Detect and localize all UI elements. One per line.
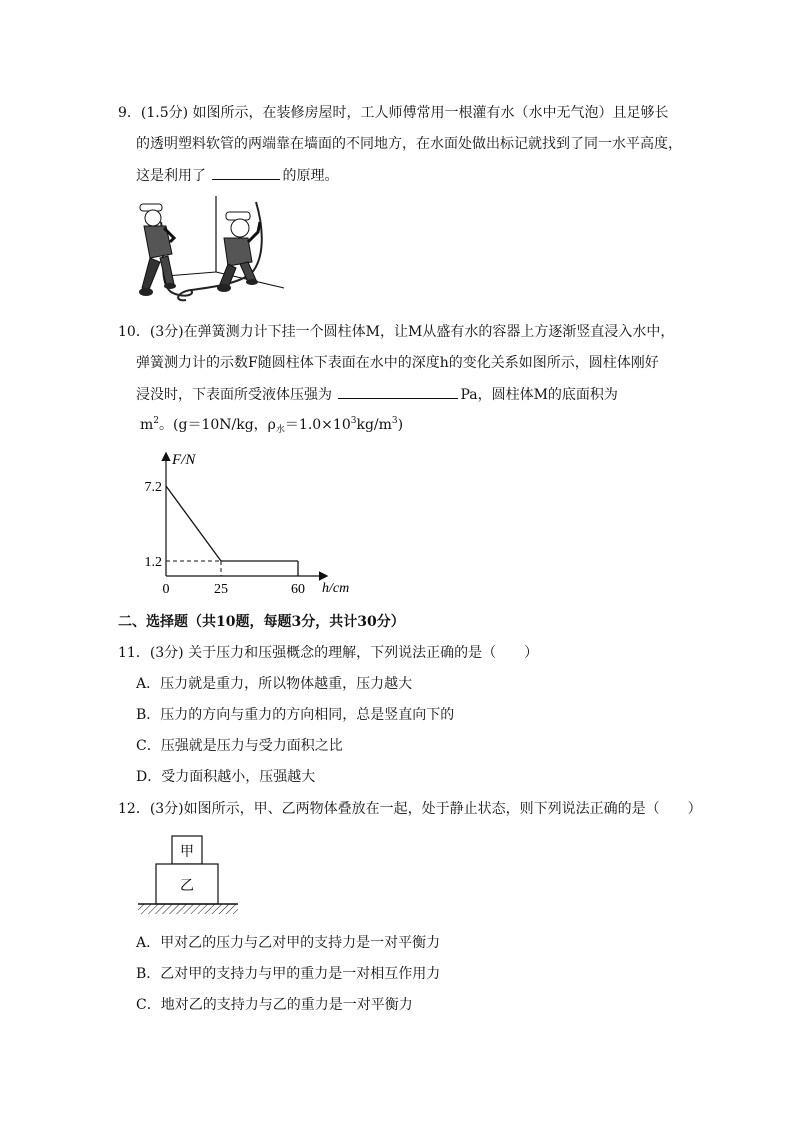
q12-option-c[interactable]: C．地对乙的支持力与乙的重力是一对平衡力 — [136, 997, 413, 1013]
q12-stacked-blocks-figure — [136, 834, 240, 918]
q12-option-a[interactable]: A．甲对乙的压力与乙对甲的支持力是一对平衡力 — [136, 935, 441, 951]
q10-sup-3: 3 — [350, 416, 357, 426]
block-jia-label: 甲 — [180, 845, 194, 860]
q10-sub-water: 水 — [275, 425, 285, 435]
q9-line3-pre: 这是利用了 — [136, 168, 211, 184]
q10-line1: 10．(3分)在弹簧测力计下挂一个圆柱体M，让M从盛有水的容器上方逐渐竖直浸入水中， — [118, 324, 675, 340]
q9-line1: 9．(1.5分) 如图所示，在装修房屋时，工人师傅常用一根灌有水（水中无气泡）且足够长 — [118, 105, 669, 121]
q10-line2: 弹簧测力计的示数F随圆柱体下表面在水中的深度h的变化关系如图所示，圆柱体刚好 — [136, 355, 659, 371]
section2-title: 二、选择题（共10题，每题3分，共计30分） — [118, 614, 405, 630]
q12-stem: 12．(3分)如图所示，甲、乙两物体叠放在一起，处于静止状态，则下列说法正确的是（ ） — [118, 801, 702, 817]
q9-line2: 的透明塑料软管的两端靠在墙面的不同地方，在水面处做出标记就找到了同一水平高度， — [136, 136, 682, 152]
q10-line3-pre: 浸没时，下表面所受液体压强为 — [136, 387, 337, 403]
x-tick-label: 25 — [214, 582, 228, 597]
q10-unit-kgm: kg/m — [356, 417, 392, 433]
q10-line3 — [136, 384, 618, 405]
x-tick-label: 0 — [162, 582, 170, 597]
q10-force-depth-chart — [132, 446, 372, 602]
q10-answer-blank-1[interactable] — [338, 384, 458, 399]
y-tick-label: 7.2 — [144, 480, 162, 495]
y-axis-label: F/N — [172, 452, 196, 468]
q9-line3 — [136, 165, 338, 186]
q10-line3-post: Pa，圆柱体M的底面积为 — [460, 387, 618, 403]
q12-option-b[interactable]: B．乙对甲的支持力与甲的重力是一对相互作用力 — [136, 966, 441, 982]
q11-stem: 11．(3分) 关于压力和压强概念的理解，下列说法正确的是（ ） — [118, 645, 539, 661]
q10-close-paren: ) — [397, 417, 404, 433]
q10-given-rho: ＝1.0×10 — [284, 417, 351, 433]
ground-hatch — [138, 904, 238, 914]
block-yi-label: 乙 — [180, 879, 194, 894]
q10-sup-2: 2 — [153, 416, 160, 426]
q10-sup-3b: 3 — [391, 416, 398, 426]
q9-figure-workers-hose — [136, 192, 286, 304]
q11-option-a[interactable]: A．压力就是重力，所以物体越重，压力越大 — [136, 676, 413, 692]
q11-option-d[interactable]: D．受力面积越小，压强越大 — [136, 769, 316, 785]
q9-answer-blank[interactable] — [212, 165, 280, 180]
x-tick-label: 60 — [291, 582, 305, 597]
q11-option-b[interactable]: B．压力的方向与重力的方向相同，总是竖直向下的 — [136, 707, 455, 723]
y-tick-label: 1.2 — [144, 555, 162, 570]
q10-unit-m: m — [140, 417, 154, 433]
q10-given-g: 。(g＝10N/kg，ρ — [159, 417, 276, 433]
q10-line4 — [136, 415, 403, 435]
force-line — [166, 486, 298, 561]
q9-line3-post: 的原理。 — [282, 168, 339, 184]
x-axis-label: h/cm — [322, 581, 350, 596]
q11-option-c[interactable]: C．压强就是压力与受力面积之比 — [136, 738, 343, 754]
